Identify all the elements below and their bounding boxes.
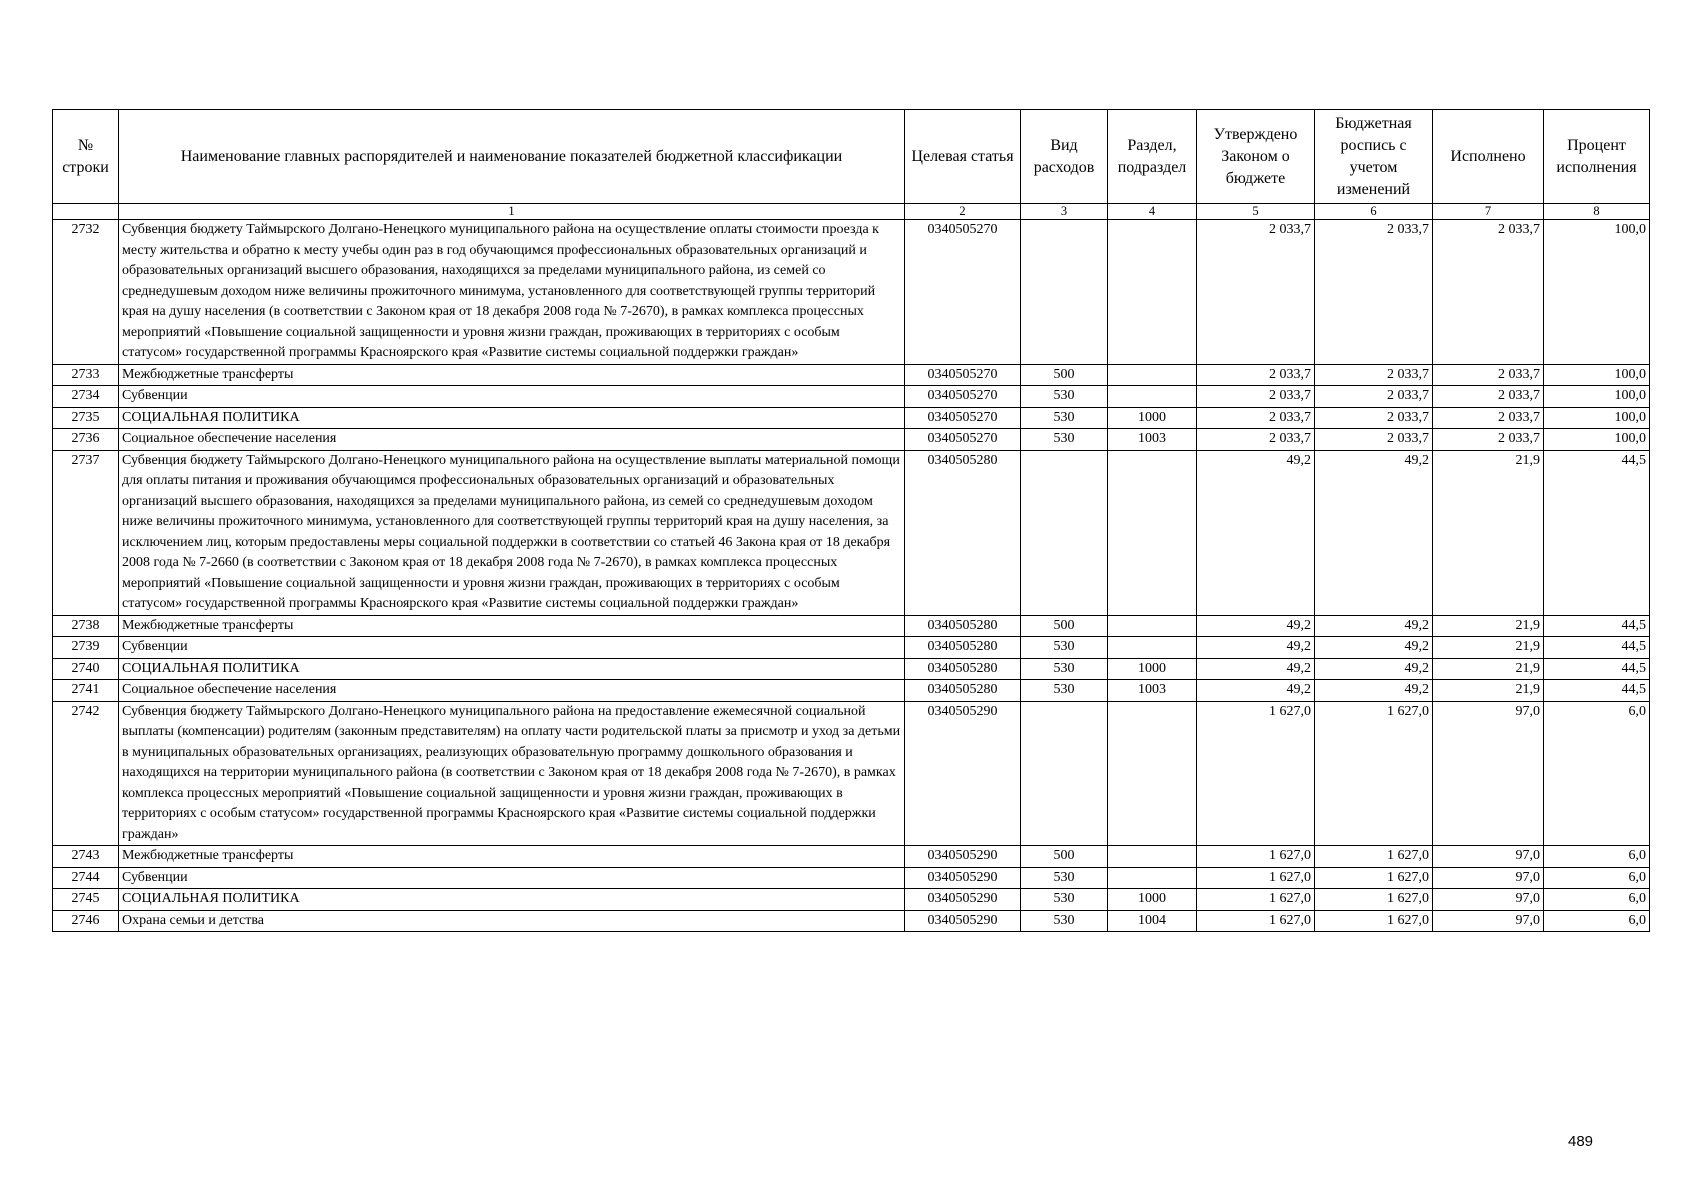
name-cell: Субвенция бюджету Таймырского Долгано-Ненецкого муниципального района на осуществление оплаты стоимости проезда к месту жительства и обратно к месту учебы один раз в год обучающимся профессиональных образовательных организаций и образовательных организаций высшего образования, находящихся за пределами муниципального района, из семей со среднедушевым доходом ниже величины прожиточного минимума, установленного для соответствующей группы территорий края на душу населения (в соответствии с Законом края от 18 декабря 2008 года № 7-2670), в рамках комплекса процессных мероприятий «Повышение социальной защищенности и уровня жизни граждан, проживающих в территориях с особым статусом» государственной программы Красноярского края «Развитие системы социальной поддержки граждан»	[119, 220, 905, 365]
executed-cell: 21,9	[1433, 658, 1544, 680]
header-approved: Утверждено Законом о бюджете	[1197, 110, 1315, 204]
percent-cell: 6,0	[1544, 910, 1650, 932]
table-row	[53, 615, 1650, 637]
approved-cell: 49,2	[1197, 680, 1315, 702]
budget-schedule-cell: 2 033,7	[1315, 407, 1433, 429]
name-cell: Охрана семьи и детства	[119, 910, 905, 932]
section-cell: 1000	[1108, 658, 1197, 680]
header-row-number: № строки	[53, 110, 119, 204]
executed-cell: 97,0	[1433, 867, 1544, 889]
executed-cell: 2 033,7	[1433, 364, 1544, 386]
budget-schedule-cell: 2 033,7	[1315, 364, 1433, 386]
target-article-cell: 0340505290	[905, 889, 1021, 911]
approved-cell: 1 627,0	[1197, 867, 1315, 889]
table-row	[53, 429, 1650, 451]
name-cell: СОЦИАЛЬНАЯ ПОЛИТИКА	[119, 407, 905, 429]
executed-cell: 2 033,7	[1433, 407, 1544, 429]
row-number-cell: 2735	[53, 407, 119, 429]
budget-schedule-cell: 2 033,7	[1315, 429, 1433, 451]
row-number-cell: 2743	[53, 846, 119, 868]
row-number-cell: 2741	[53, 680, 119, 702]
expense-type-cell: 530	[1021, 637, 1108, 659]
percent-cell: 100,0	[1544, 386, 1650, 408]
expense-type-cell: 530	[1021, 889, 1108, 911]
section-cell	[1108, 637, 1197, 659]
section-cell: 1003	[1108, 429, 1197, 451]
section-cell: 1000	[1108, 889, 1197, 911]
executed-cell: 21,9	[1433, 450, 1544, 615]
target-article-cell: 0340505270	[905, 386, 1021, 408]
column-number: 1	[119, 204, 905, 220]
section-cell	[1108, 220, 1197, 365]
percent-cell: 44,5	[1544, 637, 1650, 659]
section-cell	[1108, 615, 1197, 637]
row-number-cell: 2742	[53, 701, 119, 846]
column-number: 3	[1021, 204, 1108, 220]
executed-cell: 2 033,7	[1433, 386, 1544, 408]
table-row	[53, 386, 1650, 408]
header-percent: Процент исполнения	[1544, 110, 1650, 204]
executed-cell: 97,0	[1433, 701, 1544, 846]
name-cell: Субвенция бюджету Таймырского Долгано-Ненецкого муниципального района на осуществление выплаты материальной помощи для оплаты питания и проживания обучающимся профессиональных образовательных организаций и образовательных организаций высшего образования, находящихся за пределами муниципального района, из семей со среднедушевым доходом ниже величины прожиточного минимума, установленного для соответствующей группы территорий края на душу населения, за исключением лиц, которым предоставлены меры социальной поддержки в соответствии со статьей 46 Закона края от 18 декабря 2008 года № 7-2660 (в соответствии с Законом края от 18 декабря 2008 года № 7-2670), в рамках комплекса процессных мероприятий «Повышение социальной защищенности и уровня жизни граждан, проживающих в территориях с особым статусом» государственной программы Красноярского края «Развитие системы социальной поддержки граждан»	[119, 450, 905, 615]
table-row	[53, 680, 1650, 702]
expense-type-cell: 530	[1021, 386, 1108, 408]
budget-schedule-cell: 1 627,0	[1315, 846, 1433, 868]
approved-cell: 1 627,0	[1197, 701, 1315, 846]
percent-cell: 44,5	[1544, 615, 1650, 637]
table-row	[53, 910, 1650, 932]
executed-cell: 21,9	[1433, 615, 1544, 637]
section-cell	[1108, 701, 1197, 846]
target-article-cell: 0340505270	[905, 364, 1021, 386]
table-row	[53, 889, 1650, 911]
expense-type-cell: 500	[1021, 364, 1108, 386]
column-number: 2	[905, 204, 1021, 220]
target-article-cell: 0340505280	[905, 637, 1021, 659]
section-cell	[1108, 867, 1197, 889]
expense-type-cell: 530	[1021, 658, 1108, 680]
budget-schedule-cell: 49,2	[1315, 615, 1433, 637]
row-number-cell: 2744	[53, 867, 119, 889]
column-number: 6	[1315, 204, 1433, 220]
expense-type-cell: 500	[1021, 615, 1108, 637]
target-article-cell: 0340505270	[905, 220, 1021, 365]
percent-cell: 100,0	[1544, 364, 1650, 386]
table-body	[53, 220, 1650, 932]
approved-cell: 49,2	[1197, 450, 1315, 615]
name-cell: Межбюджетные трансферты	[119, 846, 905, 868]
section-cell	[1108, 450, 1197, 615]
expense-type-cell: 530	[1021, 910, 1108, 932]
table-row	[53, 846, 1650, 868]
approved-cell: 49,2	[1197, 658, 1315, 680]
table-row	[53, 658, 1650, 680]
column-number-row	[53, 204, 1650, 220]
section-cell	[1108, 364, 1197, 386]
target-article-cell: 0340505280	[905, 680, 1021, 702]
row-number-cell: 2738	[53, 615, 119, 637]
column-number-blank	[53, 204, 119, 220]
name-cell: Субвенция бюджету Таймырского Долгано-Ненецкого муниципального района на предоставление ежемесячной социальной выплаты (компенсации) родителям (законным представителям) на оплату части родительской платы за присмотр и уход за детьми в муниципальных образовательных организациях, реализующих образовательную программу дошкольного образования и находящихся на территории муниципального района (в соответствии с Законом края от 18 декабря 2008 года № 7-2670), в рамках комплекса процессных мероприятий «Повышение социальной защищенности и уровня жизни граждан, проживающих в территориях с особым статусом» государственной программы Красноярского края «Развитие системы социальной поддержки граждан»	[119, 701, 905, 846]
table-row	[53, 867, 1650, 889]
row-number-cell: 2736	[53, 429, 119, 451]
approved-cell: 2 033,7	[1197, 407, 1315, 429]
percent-cell: 100,0	[1544, 429, 1650, 451]
target-article-cell: 0340505290	[905, 701, 1021, 846]
expense-type-cell	[1021, 220, 1108, 365]
section-cell: 1003	[1108, 680, 1197, 702]
table-row	[53, 407, 1650, 429]
executed-cell: 2 033,7	[1433, 429, 1544, 451]
approved-cell: 1 627,0	[1197, 846, 1315, 868]
row-number-cell: 2746	[53, 910, 119, 932]
budget-schedule-cell: 49,2	[1315, 658, 1433, 680]
table-header	[53, 110, 1650, 220]
approved-cell: 49,2	[1197, 637, 1315, 659]
target-article-cell: 0340505290	[905, 846, 1021, 868]
percent-cell: 6,0	[1544, 867, 1650, 889]
header-executed: Исполнено	[1433, 110, 1544, 204]
page-number: 489	[1568, 1133, 1594, 1150]
section-cell: 1000	[1108, 407, 1197, 429]
percent-cell: 6,0	[1544, 701, 1650, 846]
budget-schedule-cell: 2 033,7	[1315, 386, 1433, 408]
column-number: 5	[1197, 204, 1315, 220]
name-cell: Межбюджетные трансферты	[119, 364, 905, 386]
expense-type-cell: 530	[1021, 407, 1108, 429]
approved-cell: 49,2	[1197, 615, 1315, 637]
name-cell: Социальное обеспечение населения	[119, 429, 905, 451]
executed-cell: 97,0	[1433, 889, 1544, 911]
table-row	[53, 450, 1650, 615]
row-number-cell: 2740	[53, 658, 119, 680]
expense-type-cell: 500	[1021, 846, 1108, 868]
name-cell: Субвенции	[119, 386, 905, 408]
table-row	[53, 220, 1650, 365]
table-row	[53, 701, 1650, 846]
row-number-cell: 2732	[53, 220, 119, 365]
approved-cell: 2 033,7	[1197, 364, 1315, 386]
expense-type-cell: 530	[1021, 680, 1108, 702]
row-number-cell: 2737	[53, 450, 119, 615]
percent-cell: 100,0	[1544, 407, 1650, 429]
name-cell: СОЦИАЛЬНАЯ ПОЛИТИКА	[119, 658, 905, 680]
name-cell: Межбюджетные трансферты	[119, 615, 905, 637]
target-article-cell: 0340505270	[905, 429, 1021, 451]
row-number-cell: 2739	[53, 637, 119, 659]
percent-cell: 44,5	[1544, 658, 1650, 680]
target-article-cell: 0340505280	[905, 658, 1021, 680]
row-number-cell: 2733	[53, 364, 119, 386]
header-target-article: Целевая статья	[905, 110, 1021, 204]
name-cell: Субвенции	[119, 637, 905, 659]
approved-cell: 2 033,7	[1197, 386, 1315, 408]
percent-cell: 100,0	[1544, 220, 1650, 365]
target-article-cell: 0340505280	[905, 615, 1021, 637]
expense-type-cell	[1021, 701, 1108, 846]
column-number: 8	[1544, 204, 1650, 220]
row-number-cell: 2734	[53, 386, 119, 408]
row-number-cell: 2745	[53, 889, 119, 911]
executed-cell: 21,9	[1433, 637, 1544, 659]
target-article-cell: 0340505270	[905, 407, 1021, 429]
percent-cell: 44,5	[1544, 680, 1650, 702]
name-cell: СОЦИАЛЬНАЯ ПОЛИТИКА	[119, 889, 905, 911]
header-row	[53, 110, 1650, 204]
target-article-cell: 0340505290	[905, 867, 1021, 889]
name-cell: Социальное обеспечение населения	[119, 680, 905, 702]
header-name: Наименование главных распорядителей и наименование показателей бюджетной классификации	[119, 110, 905, 204]
percent-cell: 44,5	[1544, 450, 1650, 615]
approved-cell: 1 627,0	[1197, 910, 1315, 932]
approved-cell: 1 627,0	[1197, 889, 1315, 911]
header-budget-schedule: Бюджетная роспись с учетом изменений	[1315, 110, 1433, 204]
budget-schedule-cell: 1 627,0	[1315, 701, 1433, 846]
column-number: 4	[1108, 204, 1197, 220]
header-expense-type: Вид расходов	[1021, 110, 1108, 204]
expense-type-cell: 530	[1021, 429, 1108, 451]
table-row	[53, 364, 1650, 386]
budget-schedule-cell: 1 627,0	[1315, 910, 1433, 932]
section-cell	[1108, 846, 1197, 868]
header-section: Раздел, подраздел	[1108, 110, 1197, 204]
section-cell: 1004	[1108, 910, 1197, 932]
executed-cell: 2 033,7	[1433, 220, 1544, 365]
target-article-cell: 0340505290	[905, 910, 1021, 932]
budget-table	[52, 109, 1650, 932]
executed-cell: 97,0	[1433, 846, 1544, 868]
executed-cell: 21,9	[1433, 680, 1544, 702]
budget-schedule-cell: 1 627,0	[1315, 867, 1433, 889]
approved-cell: 2 033,7	[1197, 220, 1315, 365]
approved-cell: 2 033,7	[1197, 429, 1315, 451]
budget-schedule-cell: 2 033,7	[1315, 220, 1433, 365]
section-cell	[1108, 386, 1197, 408]
column-number: 7	[1433, 204, 1544, 220]
name-cell: Субвенции	[119, 867, 905, 889]
budget-schedule-cell: 1 627,0	[1315, 889, 1433, 911]
expense-type-cell	[1021, 450, 1108, 615]
budget-schedule-cell: 49,2	[1315, 637, 1433, 659]
percent-cell: 6,0	[1544, 889, 1650, 911]
percent-cell: 6,0	[1544, 846, 1650, 868]
table-row	[53, 637, 1650, 659]
target-article-cell: 0340505280	[905, 450, 1021, 615]
expense-type-cell: 530	[1021, 867, 1108, 889]
budget-schedule-cell: 49,2	[1315, 450, 1433, 615]
executed-cell: 97,0	[1433, 910, 1544, 932]
budget-schedule-cell: 49,2	[1315, 680, 1433, 702]
